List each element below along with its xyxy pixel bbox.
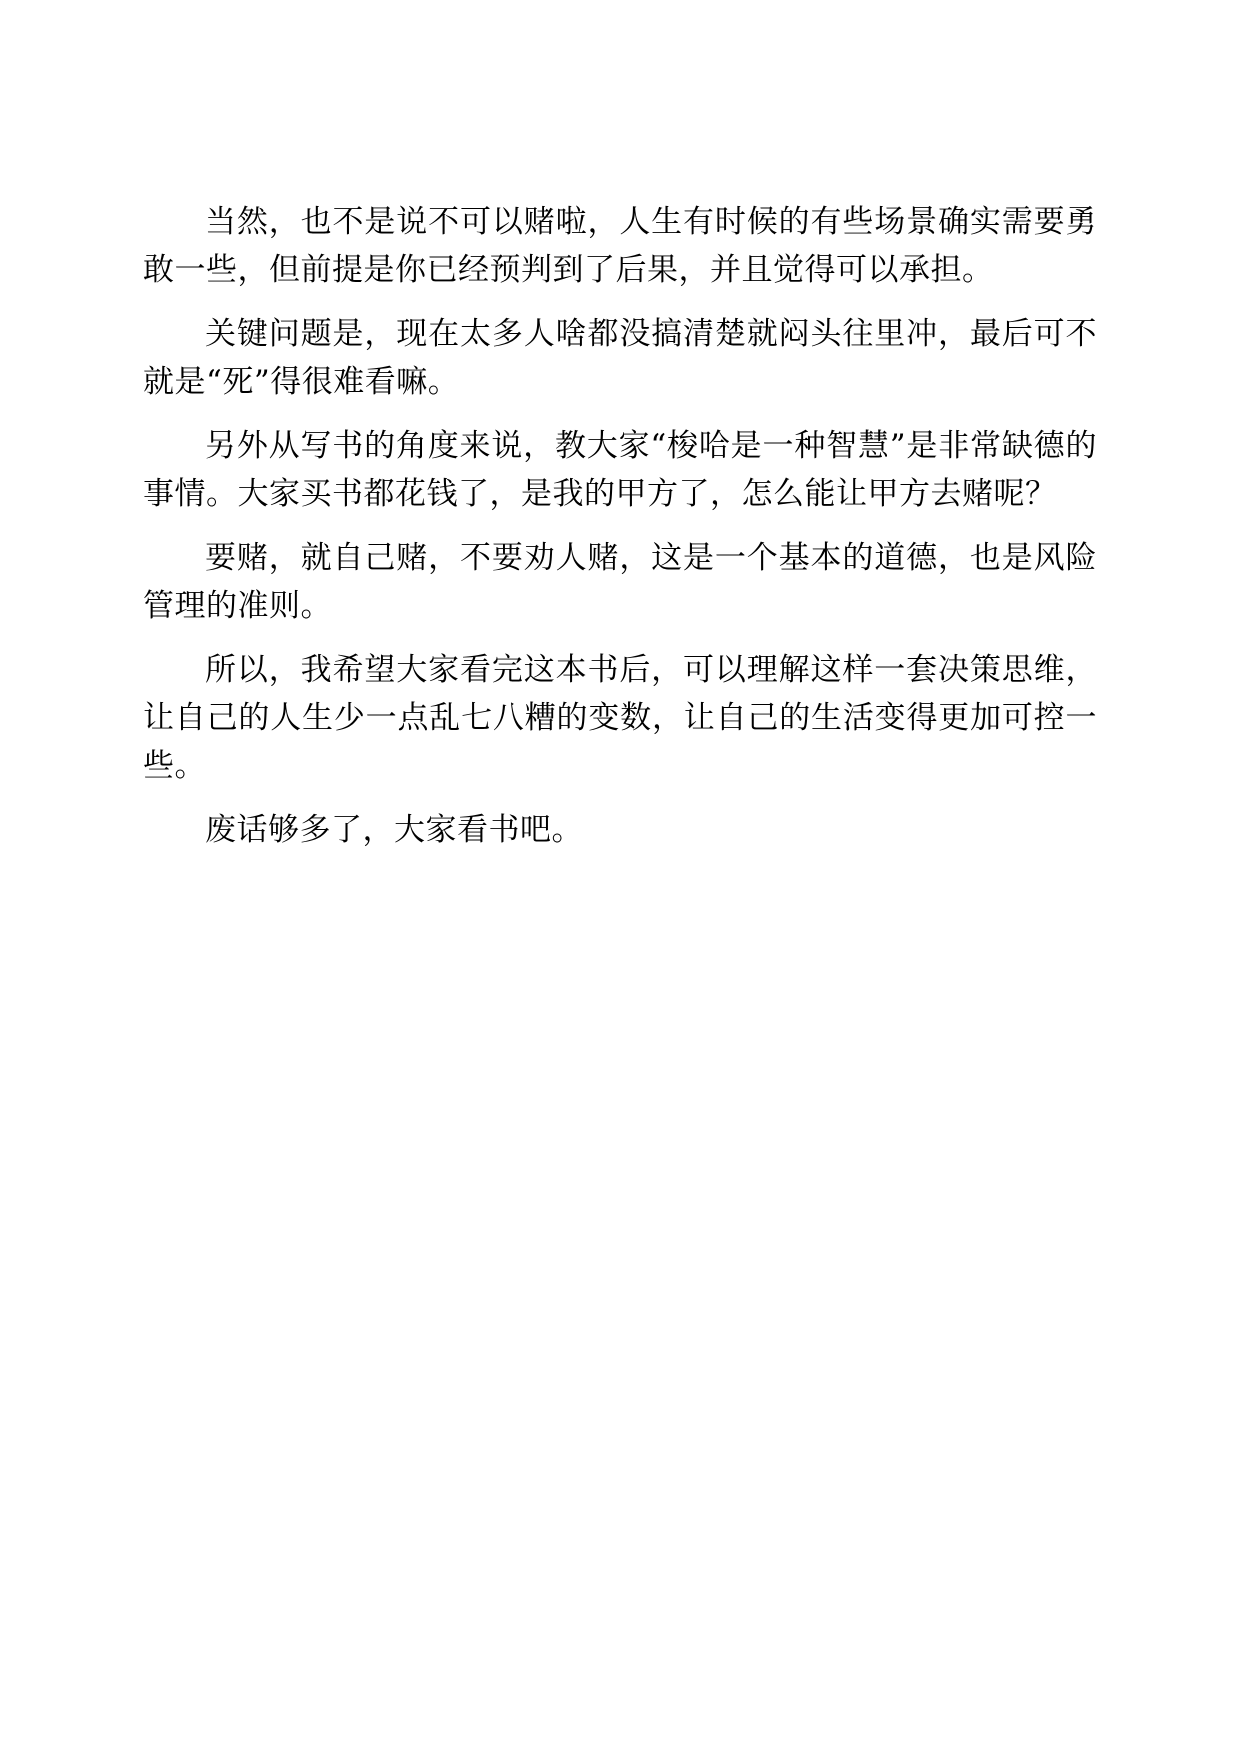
paragraph-5: 所以，我希望大家看完这本书后，可以理解这样一套决策思维，让自己的人生少一点乱七八糟的变数，让自己的生活变得更加可控一些。 xyxy=(143,652,1097,784)
paragraph-2: 关键问题是，现在太多人啥都没搞清楚就闷头往里冲，最后可不就是“死”得很难看嘛。 xyxy=(143,316,1097,400)
paragraph-1: 当然，也不是说不可以赌啦，人生有时候的有些场景确实需要勇敢一些，但前提是你已经预判到了后果，并且觉得可以承担。 xyxy=(143,204,1097,288)
text-body xyxy=(143,198,1097,870)
paragraph-4: 要赌，就自己赌，不要劝人赌，这是一个基本的道德，也是风险管理的准则。 xyxy=(143,540,1097,624)
paragraph-6: 废话够多了，大家看书吧。 xyxy=(205,812,583,848)
paragraph-3: 另外从写书的角度来说，教大家“梭哈是一种智慧”是非常缺德的事情。大家买书都花钱了，是我的甲方了，怎么能让甲方去赌呢？ xyxy=(143,428,1097,512)
